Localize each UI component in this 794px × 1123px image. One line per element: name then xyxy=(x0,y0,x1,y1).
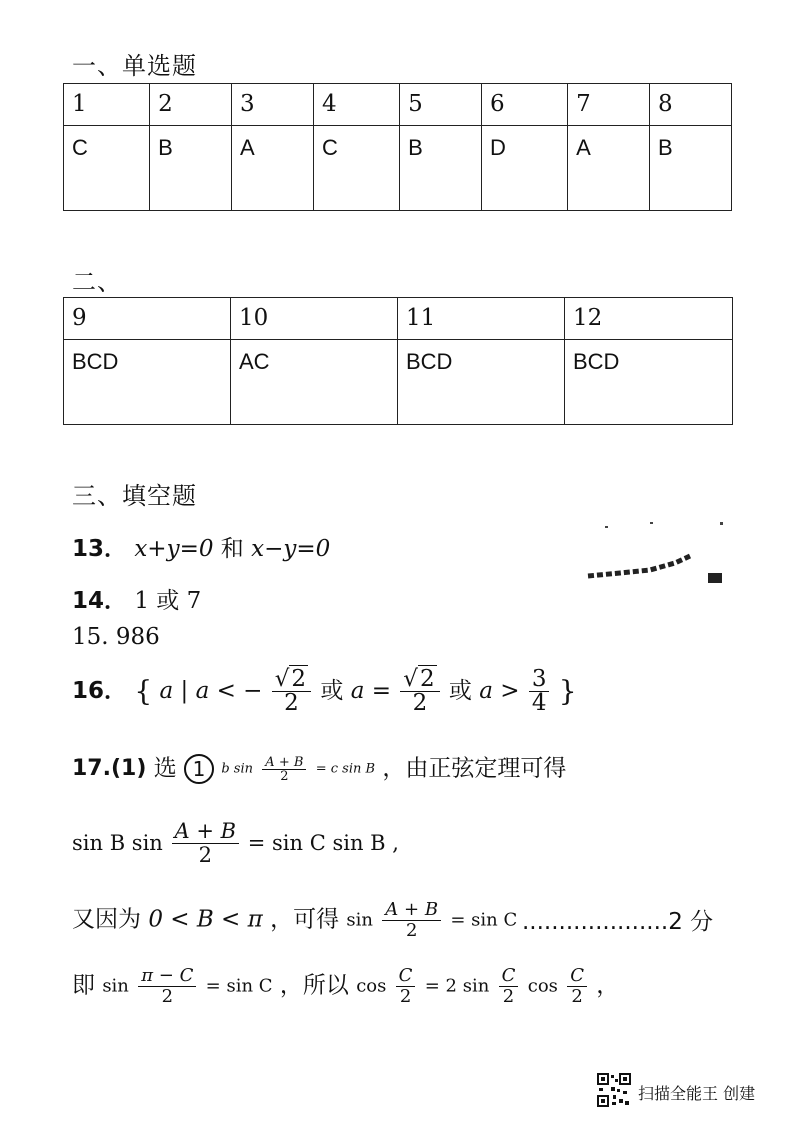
section3-title: 三、填空题 xyxy=(72,482,197,510)
answer-text: 1 或 7 xyxy=(134,588,202,614)
table-cell: C xyxy=(313,126,399,211)
conjunction: 和 xyxy=(220,536,244,562)
table-cell: 6 xyxy=(482,84,568,126)
table-row-answers xyxy=(64,340,733,425)
table-cell: 2 xyxy=(150,84,232,126)
question-number: 17.(1) xyxy=(72,756,147,781)
qr-code-icon xyxy=(597,1073,631,1107)
table-cell: 9 xyxy=(64,298,231,340)
table-cell: 7 xyxy=(568,84,650,126)
fraction-c-over-2: $\frac{C}{2}$ xyxy=(567,966,587,1007)
table-cell: 4 xyxy=(313,84,399,126)
fraction-a-plus-b-over-2: $\frac{A + B}{2}$ xyxy=(382,900,441,941)
circled-number: 1 xyxy=(184,754,214,784)
table-cell: 11 xyxy=(398,298,565,340)
table-row-numbers xyxy=(64,84,732,126)
table-cell: BCD xyxy=(398,340,565,425)
answer-table-1 xyxy=(63,83,732,211)
section2-title: 二、 xyxy=(72,268,122,296)
table-cell: B xyxy=(400,126,482,211)
q17-line-4: 即 sin $\frac{\pi - C}{2}$ = sin C ，所以 cos $\frac{C}{2}$ = 2 sin $\frac{C}{2}$ cos $\frac{C}{2}$ ， xyxy=(72,965,620,1007)
answer-16: 16． { a | a < − $\frac{√2}{2}$ 或 a = $\frac{√2}{2}$ 或 a > $\frac{3}{4}$ } xyxy=(72,666,577,716)
equation-1: x+y=0 xyxy=(134,536,214,562)
answer-14 xyxy=(72,582,201,615)
equation-2: x−y=0 xyxy=(251,536,331,562)
q17-line-1: 17.(1) 选 1 b sin $\frac{A + B}{2}$ = c sin B ，由正弦定理可得 xyxy=(72,754,567,784)
fraction-a-plus-b-over-2: $\frac{A + B}{2}$ xyxy=(262,756,306,783)
q17-line-2: sin B sin $\frac{A + B}{2}$ = sin C sin B , xyxy=(72,819,399,868)
table-cell: 10 xyxy=(231,298,398,340)
question-number: 16． xyxy=(72,678,128,704)
fraction-c-over-2: $\frac{C}{2}$ xyxy=(499,966,519,1007)
fraction-pi-minus-c-over-2: $\frac{\pi - C}{2}$ xyxy=(138,966,196,1007)
table-row-numbers xyxy=(64,298,733,340)
answer-text: 986 xyxy=(115,624,160,650)
table-cell: 12 xyxy=(565,298,733,340)
table-cell: A xyxy=(568,126,650,211)
table-cell: BCD xyxy=(565,340,733,425)
scan-smudge xyxy=(580,518,730,588)
table-cell: BCD xyxy=(64,340,231,425)
table-cell: C xyxy=(64,126,150,211)
table-cell: D xyxy=(482,126,568,211)
table-cell: B xyxy=(150,126,232,211)
fraction-a-plus-b-over-2: $\frac{A + B}{2}$ xyxy=(172,820,240,867)
question-number: 13． xyxy=(72,536,128,562)
question-number: 14． xyxy=(72,588,128,614)
table-cell: 3 xyxy=(232,84,314,126)
table-row-answers xyxy=(64,126,732,211)
table-cell: A xyxy=(232,126,314,211)
fraction-c-over-2: $\frac{C}{2}$ xyxy=(396,966,416,1007)
section1-title: 一、单选题 xyxy=(72,52,197,80)
answer-table-2 xyxy=(63,297,733,425)
fraction-sqrt2-over-2: $\frac{√2}{2}$ xyxy=(272,668,311,715)
table-cell: B xyxy=(650,126,732,211)
table-cell: 8 xyxy=(650,84,732,126)
answer-15 xyxy=(72,624,160,650)
table-cell: 5 xyxy=(400,84,482,126)
question-number: 15. xyxy=(72,624,109,650)
fraction-sqrt2-over-2: $\frac{√2}{2}$ xyxy=(400,668,439,715)
table-cell: 1 xyxy=(64,84,150,126)
q17-line-3: 又因为 0 < B < π ，可得 sin $\frac{A + B}{2}$ = sin C ....................2 分 xyxy=(72,899,714,941)
fraction-3-over-4: $\frac{3}{4}$ xyxy=(529,668,550,715)
score-note: ....................2 分 xyxy=(522,909,714,935)
answer-13 xyxy=(72,530,330,563)
table-cell: AC xyxy=(231,340,398,425)
watermark-text: 扫描全能王 创建 xyxy=(638,1084,756,1103)
